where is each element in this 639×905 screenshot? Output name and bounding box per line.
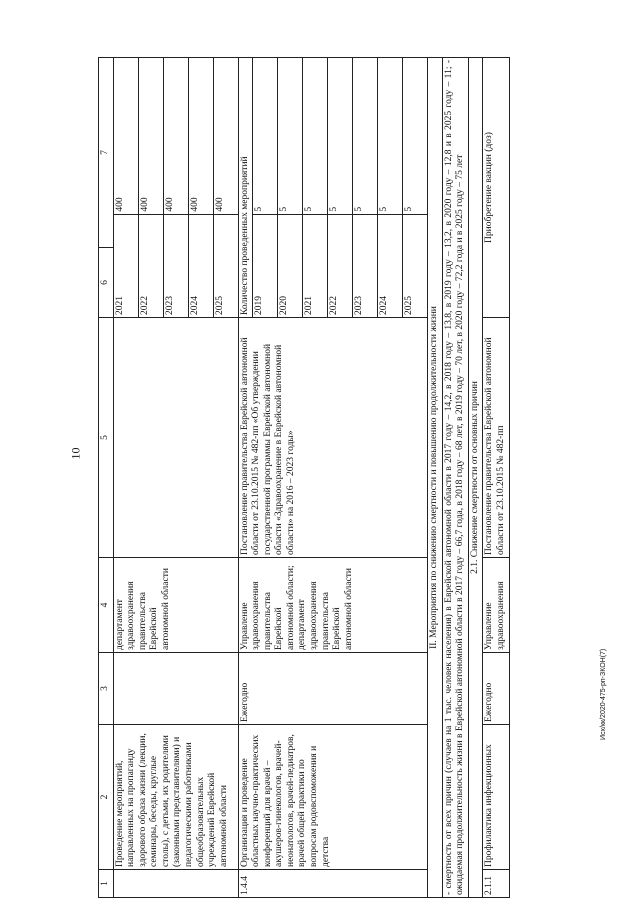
year: 2022 <box>328 214 353 317</box>
section-text: - смертность от всех причин (случаев на 1 тыс. человек населения) в Еврейской автономной области в 2017 году – 14,2, в 2018 году – 13,8, в 2019 году – 13,2, в 2020 году – 12,8 и в 2025 году – 11; - ожидаемая продолжительность жизни в Еврейской автономной области в 2017 году – 66,7 года, в 2018 году – 68 лет, в 2019 году – 70 лет, в 2020 году – 72,2 года и в 2025 году – 75 лет <box>442 58 468 898</box>
col-header-3: 3 <box>99 653 114 725</box>
col-header-7: 7 <box>99 58 114 248</box>
subsection-title-row <box>468 58 483 898</box>
col-header-2: 2 <box>99 725 114 870</box>
value: 5 <box>253 58 278 214</box>
year: 2025 <box>403 214 428 317</box>
year-values-cell <box>113 58 238 318</box>
basis-text: Постановление правительства Еврейской автономной области от 23.10.2015 № 482-пп «Об утверждении государственной программы Еврейской автономной области «Здравоохранение в Еврейской автономной области» на 2016 – 2023 годы» <box>238 318 428 558</box>
col-header-5: 5 <box>99 318 114 558</box>
year: 2019 <box>253 214 278 317</box>
executor-text: Управление здравоохранения правительства Еврейской автономной области; департамент здравоохранения правительства Еврейской автономной области <box>238 558 428 653</box>
value: 5 <box>278 58 303 214</box>
year: 2021 <box>303 214 328 317</box>
year: 2020 <box>278 214 303 317</box>
year: 2025 <box>213 214 238 317</box>
value: 400 <box>163 58 188 214</box>
value: 400 <box>188 58 213 214</box>
header-row <box>99 58 114 898</box>
row-number <box>113 870 238 898</box>
subsection-title: 2.1. Снижение смертности от основных причин <box>468 58 483 898</box>
table-row-continued <box>113 58 238 898</box>
indicator-text: Приобретение вакцин (доз) <box>483 58 509 318</box>
col-header-1: 1 <box>99 870 114 898</box>
section-title: II. Мероприятия по снижению смертности и повышению продолжительности жизни <box>428 58 443 898</box>
measure-text: Проведение мероприятий, направленных на пропаганду здорового образа жизни (лекции, семинары, беседы, круглые столы), с детьми, их родителями (законными представителями) и педагогическими работниками общеобразовательных учреждений Еврейской автономной области <box>113 725 238 870</box>
term-text: Ежегодно <box>238 653 428 725</box>
value: 5 <box>328 58 353 214</box>
row-number: 2.1.1 <box>483 870 509 898</box>
executor-text: департамент здравоохранения правительства Еврейской автономной области <box>113 558 238 653</box>
year: 2024 <box>378 214 403 317</box>
measure-text: Организация и проведение областных научно-практических конференций для врачей – акушеров-гинекологов, врачей-неонатологов, врачей-педиатров, врачей общей практики по вопросам родовспоможения и детства <box>238 725 428 870</box>
year: 2022 <box>138 214 163 317</box>
measure-text: Профилактика инфекционных <box>483 725 509 870</box>
table-row-1-4-4 <box>238 58 428 898</box>
rotated-table-area <box>98 58 538 898</box>
year: 2021 <box>114 214 139 317</box>
document-id: Исх/кк/2020-475-рп-ЗКОН(7) <box>600 648 607 740</box>
section-2-text-row <box>442 58 468 898</box>
row-number: 1.4.4 <box>238 870 428 898</box>
year-values <box>114 58 238 317</box>
value: 5 <box>378 58 403 214</box>
value: 5 <box>353 58 378 214</box>
value: 5 <box>303 58 328 214</box>
term-text: Ежегодно <box>483 653 509 725</box>
page-number: 10 <box>68 447 83 460</box>
executor-text: Управление здравоохранения <box>483 558 509 653</box>
value: 400 <box>138 58 163 214</box>
term-text <box>113 653 238 725</box>
basis-text <box>113 318 238 558</box>
basis-text: Постановление правительства Еврейской автономной области от 23.10.2015 № 482-пп <box>483 318 509 558</box>
year-values <box>253 58 427 317</box>
col-header-4: 4 <box>99 558 114 653</box>
indicator-cell <box>238 58 428 318</box>
measures-table <box>98 57 510 898</box>
value: 5 <box>404 206 415 212</box>
indicator-header: Количество проведенных мероприятий <box>239 58 254 317</box>
table-row-2-1-1 <box>483 58 509 898</box>
value: 400 <box>214 197 225 212</box>
section-2-title-row <box>428 58 443 898</box>
year: 2023 <box>353 214 378 317</box>
value: 400 <box>114 58 139 214</box>
year: 2024 <box>188 214 213 317</box>
col-header-6: 6 <box>99 248 114 318</box>
year: 2023 <box>163 214 188 317</box>
